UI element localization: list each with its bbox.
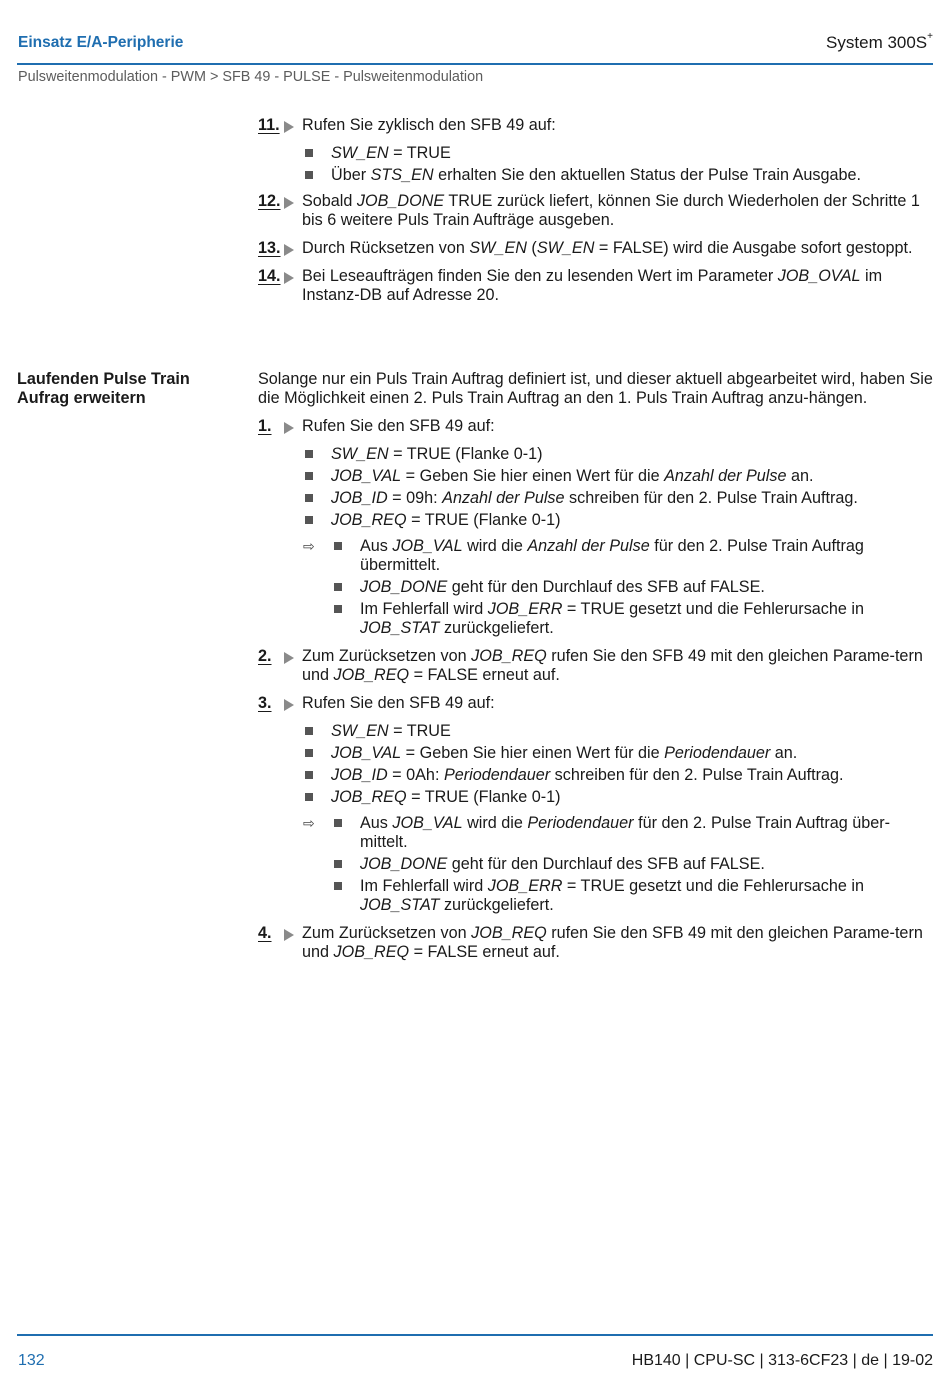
steps-continuation <box>258 116 933 314</box>
step-12 <box>258 192 933 230</box>
list-item: JOB_VAL = Geben Sie hier einen Wert für die Anzahl der Pulse an. <box>302 467 933 486</box>
step-number <box>258 924 302 943</box>
footer-divider <box>17 1334 933 1336</box>
step-1-bullets <box>302 445 933 530</box>
step-number <box>258 417 302 436</box>
list-item: Im Fehlerfall wird JOB_ERR = TRUE gesetzt und die Fehlerursache in JOB_STAT zurückgeliefert. <box>331 600 933 638</box>
step-arrow-icon <box>284 121 294 133</box>
step-2 <box>258 647 933 685</box>
step-number <box>258 267 302 286</box>
step-13 <box>258 239 933 258</box>
step-arrow-icon <box>284 244 294 256</box>
list-item: Im Fehlerfall wird JOB_ERR = TRUE gesetzt und die Fehlerursache in JOB_STAT zurückgeliefert. <box>331 877 933 915</box>
list-item: JOB_REQ = TRUE (Flanke 0-1) <box>302 511 933 530</box>
step-arrow-icon <box>284 272 294 284</box>
intro-paragraph: Solange nur ein Puls Train Auftrag definiert ist, und dieser aktuell abgearbeitet wird, haben Sie die Möglichkeit einen 2. Puls Train Auftrag an den 1. Puls Train Auftrag anzu-hängen. <box>258 370 933 407</box>
step-1-result <box>302 537 933 638</box>
result-arrow-icon: ⇨ <box>303 538 315 554</box>
list-item: Über STS_EN erhalten Sie den aktuellen Status der Pulse Train Ausgabe. <box>302 166 933 185</box>
step-arrow-icon <box>284 652 294 664</box>
document-info: HB140 | CPU-SC | 313-6CF23 | de | 19-02 <box>631 1352 933 1369</box>
step-number-text: 11. <box>258 116 280 134</box>
page-number: 132 <box>18 1352 45 1369</box>
list-item: JOB_ID = 09h: Anzahl der Pulse schreiben für den 2. Pulse Train Auftrag. <box>302 489 933 508</box>
extend-pulse-train-section <box>258 370 933 971</box>
step-4 <box>258 924 933 962</box>
list-item: JOB_ID = 0Ah: Periodendauer schreiben für den 2. Pulse Train Auftrag. <box>302 766 933 785</box>
step-text: Rufen Sie den SFB 49 auf: <box>302 417 495 435</box>
step-number <box>258 647 302 666</box>
result-list <box>331 814 933 915</box>
list-item: Aus JOB_VAL wird die Anzahl der Pulse für den 2. Pulse Train Auftrag übermittelt. <box>331 537 933 575</box>
list-item: Aus JOB_VAL wird die Periodendauer für den 2. Pulse Train Auftrag über-mittelt. <box>331 814 933 852</box>
step-3 <box>258 694 933 713</box>
step-arrow-icon <box>284 197 294 209</box>
breadcrumb: Pulsweitenmodulation - PWM > SFB 49 - PULSE - Pulsweitenmodulation <box>18 69 484 85</box>
side-heading-line: Laufenden Pulse Train <box>17 370 190 388</box>
step-arrow-icon <box>284 699 294 711</box>
step-number-text: 14. <box>258 267 281 285</box>
step-text: Bei Leseaufträgen finden Sie den zu lesenden Wert im Parameter JOB_OVAL im Instanz-DB auf Adresse 20. <box>302 267 883 304</box>
list-item: JOB_DONE geht für den Durchlauf des SFB auf FALSE. <box>331 578 933 597</box>
step-number <box>258 116 302 135</box>
step-text: Sobald JOB_DONE TRUE zurück liefert, können Sie durch Wiederholen der Schritte 1 bis 6 weitere Puls Train Aufträge ausgeben. <box>302 192 920 229</box>
list-item: SW_EN = TRUE <box>302 722 933 741</box>
step-text: Rufen Sie den SFB 49 auf: <box>302 694 495 712</box>
list-item: SW_EN = TRUE (Flanke 0-1) <box>302 445 933 464</box>
step-3-bullets <box>302 722 933 807</box>
step-number-text: 3. <box>258 694 272 712</box>
list-item: JOB_VAL = Geben Sie hier einen Wert für die Periodendauer an. <box>302 744 933 763</box>
step-text: Rufen Sie zyklisch den SFB 49 auf: <box>302 116 556 134</box>
header-divider <box>17 63 933 65</box>
step-arrow-icon <box>284 929 294 941</box>
list-item: SW_EN = TRUE <box>302 144 933 163</box>
step-text: Durch Rücksetzen von SW_EN (SW_EN = FALSE) wird die Ausgabe sofort gestoppt. <box>302 239 913 257</box>
product-name <box>826 33 933 53</box>
step-number-text: 13. <box>258 239 281 257</box>
step-text: Zum Zurücksetzen von JOB_REQ rufen Sie den SFB 49 mit den gleichen Parame-tern und JOB_REQ = FALSE erneut auf. <box>302 647 923 684</box>
result-arrow-icon: ⇨ <box>303 815 315 831</box>
step-number-text: 12. <box>258 192 281 210</box>
step-number <box>258 694 302 713</box>
step-arrow-icon <box>284 422 294 434</box>
side-heading-line: Aufrag erweitern <box>17 389 146 407</box>
step-11 <box>258 116 933 135</box>
list-item: JOB_REQ = TRUE (Flanke 0-1) <box>302 788 933 807</box>
side-heading <box>17 370 242 408</box>
result-list <box>331 537 933 638</box>
step-number-text: 1. <box>258 417 272 435</box>
step-11-bullets <box>302 144 933 185</box>
step-14 <box>258 267 933 305</box>
section-title: Einsatz E/A-Peripherie <box>18 34 184 51</box>
step-number <box>258 192 302 211</box>
product-name-text: System 300S <box>826 33 928 52</box>
step-3-result <box>302 814 933 915</box>
step-number-text: 4. <box>258 924 272 942</box>
step-number-text: 2. <box>258 647 272 665</box>
step-number <box>258 239 302 258</box>
step-1 <box>258 417 933 436</box>
step-text: Zum Zurücksetzen von JOB_REQ rufen Sie den SFB 49 mit den gleichen Parame-tern und JOB_REQ = FALSE erneut auf. <box>302 924 923 961</box>
product-superscript: + <box>927 31 933 43</box>
list-item: JOB_DONE geht für den Durchlauf des SFB auf FALSE. <box>331 855 933 874</box>
